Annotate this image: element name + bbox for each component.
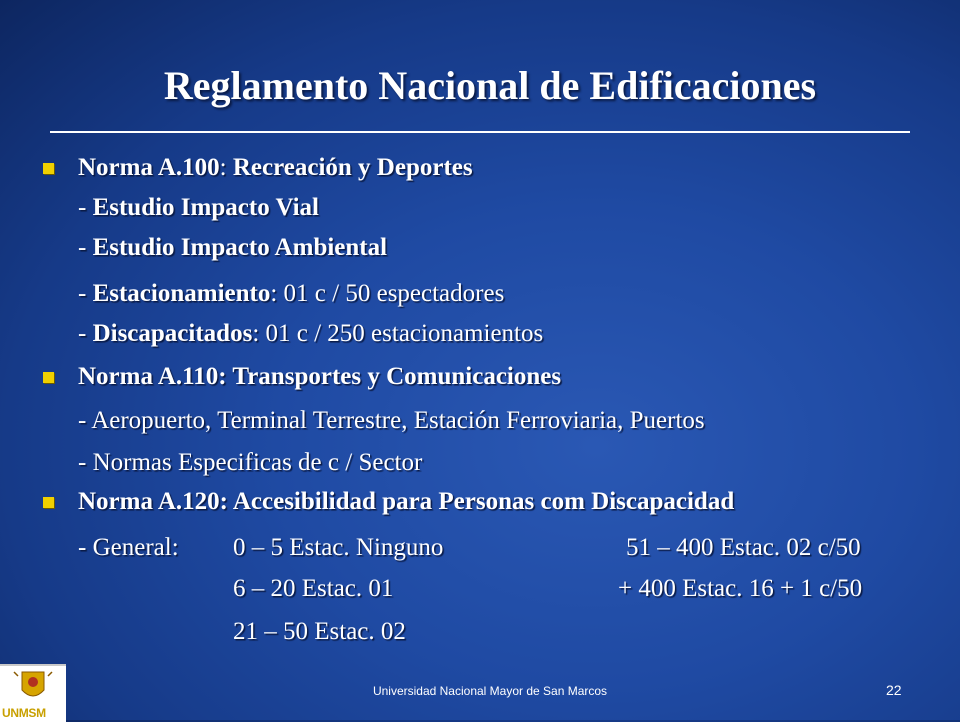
norma-a100 xyxy=(78,153,473,183)
dash: - xyxy=(78,194,93,221)
a110-title: Norma A.110: Transportes y Comunicaciones xyxy=(78,363,562,390)
norma-a110 xyxy=(78,362,561,392)
vial-text: Estudio Impacto Vial xyxy=(92,194,320,221)
a100-discapacitados xyxy=(78,319,543,349)
norma-a120 xyxy=(78,487,734,517)
estac-value: : 01 c / 50 espectadores xyxy=(270,280,505,307)
discap-value: : 01 c / 250 estacionamientos xyxy=(252,320,544,347)
discap-label: Discapacitados xyxy=(92,320,253,347)
a100-norm: Norma A.100 xyxy=(78,154,220,181)
a100-colon: : xyxy=(219,154,233,181)
a100-estacionamiento xyxy=(78,279,504,309)
dash: - xyxy=(78,234,93,261)
dash: - xyxy=(78,320,93,347)
general-row2-right: + 400 Estac. 16 + 1 c/50 xyxy=(618,575,863,602)
a100-ambiental xyxy=(78,233,387,263)
bullet-a120 xyxy=(43,497,54,508)
general-label: - General: xyxy=(78,534,179,561)
a110-sub1: - Aeropuerto, Terminal Terrestre, Estación Ferroviaria, Puertos xyxy=(78,407,705,434)
slide-title: Reglamento Nacional de Edificaciones xyxy=(163,63,817,108)
logo-text: UNMSM xyxy=(2,706,46,720)
estac-label: Estacionamiento xyxy=(92,280,271,307)
a100-vial xyxy=(78,193,319,223)
page-number: 22 xyxy=(886,682,902,698)
general-row1-left: 0 – 5 Estac. Ninguno xyxy=(233,534,444,561)
general-row2-left: 6 – 20 Estac. 01 xyxy=(233,575,394,602)
a120-title: Norma A.120: Accesibilidad para Personas com Discapacidad xyxy=(78,488,735,515)
general-row1-right: 51 – 400 Estac. 02 c/50 xyxy=(626,534,861,561)
bullet-a110 xyxy=(43,372,54,383)
a100-topic: Recreación y Deportes xyxy=(232,154,473,181)
general-row3-left: 21 – 50 Estac. 02 xyxy=(233,618,406,645)
ambiental-text: Estudio Impacto Ambiental xyxy=(92,234,388,261)
dash: - xyxy=(78,280,93,307)
a110-sub2: - Normas Especificas de c / Sector xyxy=(78,449,423,476)
title-divider xyxy=(50,131,910,133)
bullet-a100 xyxy=(43,163,54,174)
footer-institution: Universidad Nacional Mayor de San Marcos xyxy=(372,684,608,698)
